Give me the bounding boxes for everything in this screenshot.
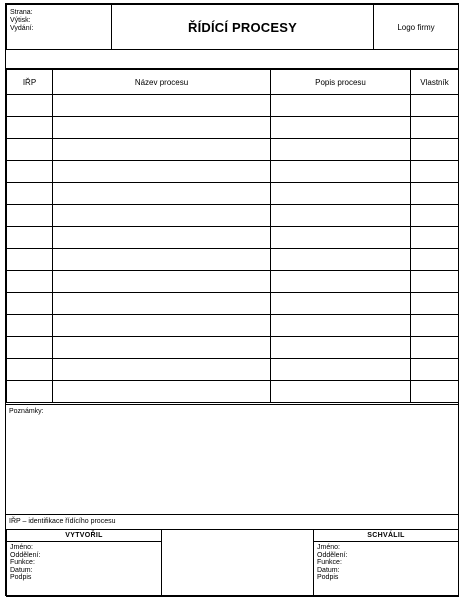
header-spacer: [6, 44, 458, 69]
signature-block: [6, 529, 459, 597]
table-row: [7, 161, 459, 183]
cell-process-description[interactable]: [271, 271, 411, 293]
cell-owner[interactable]: [411, 183, 459, 205]
cell-process-description[interactable]: [271, 183, 411, 205]
cell-process-description[interactable]: [271, 337, 411, 359]
table-row: [7, 205, 459, 227]
approved-by-fields: [314, 542, 459, 597]
table-row: [7, 359, 459, 381]
cell-owner[interactable]: [411, 117, 459, 139]
cell-owner[interactable]: [411, 139, 459, 161]
cell-irp[interactable]: [7, 205, 53, 227]
approved-signature-field: Podpis: [317, 574, 339, 582]
cell-process-name[interactable]: [53, 315, 271, 337]
cell-process-description[interactable]: [271, 95, 411, 117]
cell-owner[interactable]: [411, 249, 459, 271]
created-by-label: VYTVOŘIL: [7, 530, 162, 542]
meta-copy: Výtisk:: [10, 17, 31, 24]
cell-owner[interactable]: [411, 315, 459, 337]
cell-owner[interactable]: [411, 293, 459, 315]
cell-process-name[interactable]: [53, 117, 271, 139]
created-signature-field: Podpis: [10, 574, 32, 582]
cell-process-name[interactable]: [53, 183, 271, 205]
process-table-header: [7, 70, 459, 95]
cell-irp[interactable]: [7, 117, 53, 139]
cell-owner[interactable]: [411, 227, 459, 249]
cell-process-name[interactable]: [53, 359, 271, 381]
table-row: [7, 183, 459, 205]
meta-page: Strana:: [10, 9, 33, 16]
cell-process-name[interactable]: [53, 293, 271, 315]
cell-process-description[interactable]: [271, 227, 411, 249]
approved-role-field: Funkce:: [317, 559, 342, 567]
approved-by-label: SCHVÁLIL: [314, 530, 459, 542]
cell-process-description[interactable]: [271, 315, 411, 337]
cell-process-name[interactable]: [53, 249, 271, 271]
cell-process-name[interactable]: [53, 271, 271, 293]
approved-name-field: Jméno:: [317, 544, 340, 551]
cell-process-description[interactable]: [271, 139, 411, 161]
cell-irp[interactable]: [7, 315, 53, 337]
meta-issue: Vydání:: [10, 25, 34, 32]
col-header-process-name: Název procesu: [53, 70, 271, 95]
cell-process-name[interactable]: [53, 381, 271, 403]
table-row: [7, 381, 459, 403]
created-name-field: Jméno:: [10, 544, 33, 551]
table-row: [7, 139, 459, 161]
table-row: [7, 117, 459, 139]
table-row: [7, 315, 459, 337]
notes-label: Poznámky:: [9, 408, 44, 415]
cell-irp[interactable]: [7, 139, 53, 161]
notes-section: [6, 404, 458, 514]
signature-middle-cell: [162, 530, 314, 597]
approved-department-field: Oddělení:: [317, 551, 348, 559]
cell-process-description[interactable]: [271, 293, 411, 315]
table-row: [7, 337, 459, 359]
cell-owner[interactable]: [411, 359, 459, 381]
company-logo-placeholder: Logo firmy: [374, 5, 459, 50]
cell-process-name[interactable]: [53, 337, 271, 359]
cell-irp[interactable]: [7, 337, 53, 359]
table-row: [7, 227, 459, 249]
table-row: [7, 95, 459, 117]
cell-irp[interactable]: [7, 381, 53, 403]
created-department-field: Oddělení:: [10, 551, 41, 559]
col-header-owner: Vlastník: [411, 70, 459, 95]
created-role-field: Funkce:: [10, 559, 35, 567]
approved-date-field: Datum:: [317, 566, 340, 574]
cell-owner[interactable]: [411, 337, 459, 359]
table-row: [7, 271, 459, 293]
cell-process-description[interactable]: [271, 205, 411, 227]
cell-owner[interactable]: [411, 205, 459, 227]
cell-process-name[interactable]: [53, 227, 271, 249]
cell-process-name[interactable]: [53, 95, 271, 117]
cell-process-description[interactable]: [271, 117, 411, 139]
table-row: [7, 293, 459, 315]
created-date-field: Datum:: [10, 566, 33, 574]
cell-owner[interactable]: [411, 161, 459, 183]
cell-irp[interactable]: [7, 183, 53, 205]
cell-process-description[interactable]: [271, 161, 411, 183]
created-by-fields: [7, 542, 162, 597]
cell-irp[interactable]: [7, 95, 53, 117]
cell-irp[interactable]: [7, 293, 53, 315]
cell-irp[interactable]: [7, 271, 53, 293]
cell-process-description[interactable]: [271, 249, 411, 271]
cell-process-name[interactable]: [53, 205, 271, 227]
col-header-irp: IŘP: [7, 70, 53, 95]
cell-process-description[interactable]: [271, 359, 411, 381]
cell-irp[interactable]: [7, 249, 53, 271]
cell-process-name[interactable]: [53, 139, 271, 161]
cell-irp[interactable]: [7, 359, 53, 381]
document-title: ŘÍDÍCÍ PROCESY: [112, 5, 374, 50]
document-sheet: [5, 3, 459, 596]
cell-owner[interactable]: [411, 271, 459, 293]
cell-irp[interactable]: [7, 227, 53, 249]
cell-process-name[interactable]: [53, 161, 271, 183]
table-row: [7, 249, 459, 271]
col-header-process-description: Popis procesu: [271, 70, 411, 95]
cell-owner[interactable]: [411, 95, 459, 117]
cell-irp[interactable]: [7, 161, 53, 183]
process-table: [6, 69, 459, 403]
legend-note: IŘP – identifikace řídícího procesu: [6, 514, 458, 528]
cell-process-description[interactable]: [271, 381, 411, 403]
cell-owner[interactable]: [411, 381, 459, 403]
document-meta: [7, 5, 112, 50]
